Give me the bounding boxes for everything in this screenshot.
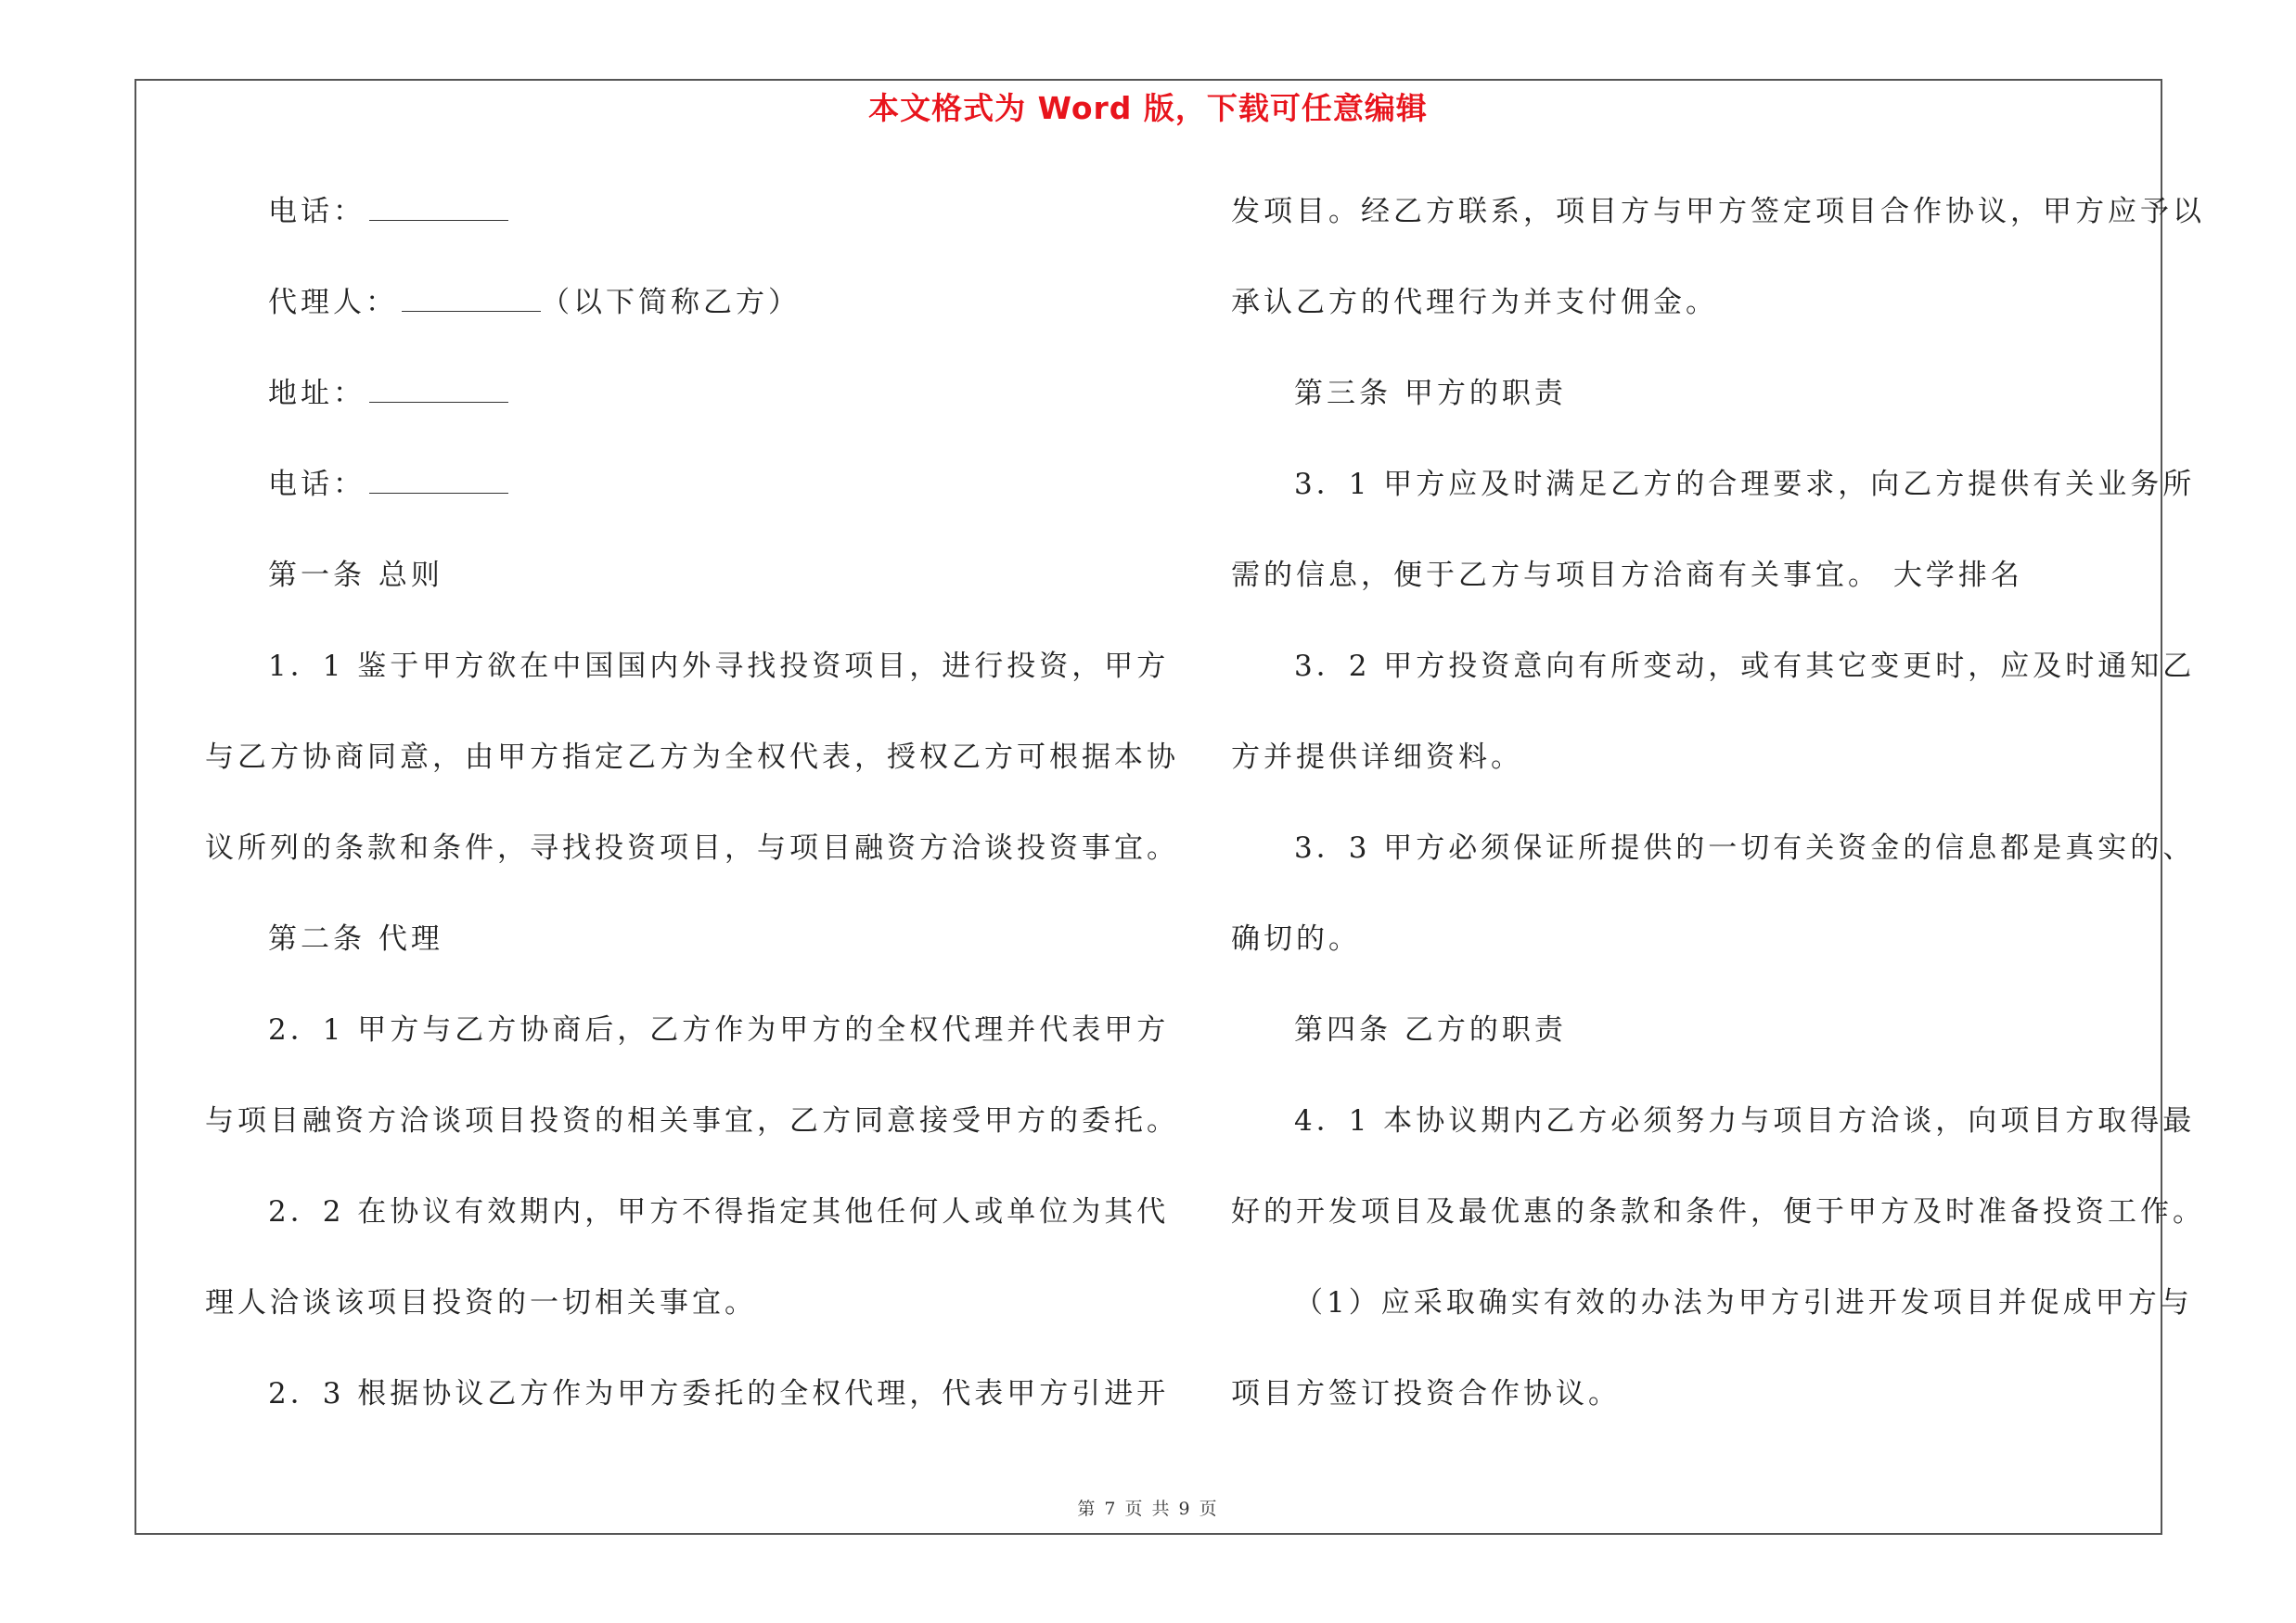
paragraph-line: 项目方签订投资合作协议。 — [1231, 1377, 1621, 1410]
article-heading: 第一条 总则 — [268, 559, 443, 592]
paragraph-line: 3．1 甲方应及时满足乙方的合理要求，向乙方提供有关业务所 — [1294, 468, 2196, 501]
paragraph-line: 需的信息，便于乙方与项目方洽商有关事宜。 大学排名 — [1231, 559, 2023, 592]
paragraph-line: （1）应采取确实有效的办法为甲方引进开发项目并促成甲方与 — [1294, 1286, 2193, 1320]
right-column — [1231, 187, 2205, 1460]
paragraph-line: 与乙方协商同意，由甲方指定乙方为全权代表，授权乙方可根据本协 — [205, 741, 1179, 774]
paragraph-line: 3．3 甲方必须保证所提供的一切有关资金的信息都是真实的、 — [1294, 831, 2196, 865]
phone-label: 电话： — [268, 195, 366, 228]
agent-suffix: （以下简称乙方） — [541, 286, 801, 319]
paragraph-line: 好的开发项目及最优惠的条款和条件，便于甲方及时准备投资工作。 — [1231, 1195, 2205, 1229]
paragraph-line: 方并提供详细资料。 — [1231, 741, 1523, 774]
paragraph-line: 1．1 鉴于甲方欲在中国国内外寻找投资项目，进行投资，甲方 — [268, 650, 1170, 683]
paragraph-line: 2．3 根据协议乙方作为甲方委托的全权代理，代表甲方引进开 — [268, 1377, 1170, 1410]
paragraph-line: 议所列的条款和条件，寻找投资项目，与项目融资方洽谈投资事宜。 — [205, 831, 1179, 865]
paragraph-line: 2．2 在协议有效期内，甲方不得指定其他任何人或单位为其代 — [268, 1195, 1170, 1229]
agent-field — [205, 277, 1170, 368]
paragraph-line: 承认乙方的代理行为并支付佣金。 — [1231, 286, 1718, 319]
address-field — [205, 368, 1170, 459]
phone-blank — [369, 194, 508, 221]
paragraph-line: 理人洽谈该项目投资的一切相关事宜。 — [205, 1286, 757, 1320]
article-heading: 第二条 代理 — [268, 922, 443, 956]
address-label: 地址： — [268, 377, 366, 410]
paragraph-line: 4．1 本协议期内乙方必须努力与项目方洽谈，向项目方取得最 — [1294, 1104, 2196, 1138]
paragraph-line: 与项目融资方洽谈项目投资的相关事宜，乙方同意接受甲方的委托。 — [205, 1104, 1179, 1138]
paragraph-line: 发项目。经乙方联系，项目方与甲方签定项目合作协议，甲方应予以 — [1231, 195, 2205, 228]
article-heading: 第四条 乙方的职责 — [1294, 1013, 1567, 1047]
agent-label: 代理人： — [268, 286, 398, 319]
phone-blank — [369, 467, 508, 494]
phone-field-2 — [205, 459, 1170, 550]
agent-blank — [402, 285, 541, 312]
paragraph-line: 确切的。 — [1231, 922, 1361, 956]
format-banner: 本文格式为 Word 版，下载可任意编辑 — [868, 90, 1428, 126]
phone-field-1 — [205, 187, 1170, 277]
phone-label: 电话： — [268, 468, 366, 501]
paragraph-line: 3．2 甲方投资意向有所变动，或有其它变更时，应及时通知乙 — [1294, 650, 2196, 683]
left-column — [205, 187, 1179, 1460]
page-number-footer: 第 7 页 共 9 页 — [1077, 1499, 1219, 1519]
address-blank — [369, 376, 508, 403]
article-heading: 第三条 甲方的职责 — [1294, 377, 1567, 410]
paragraph-line: 2．1 甲方与乙方协商后，乙方作为甲方的全权代理并代表甲方 — [268, 1013, 1170, 1047]
